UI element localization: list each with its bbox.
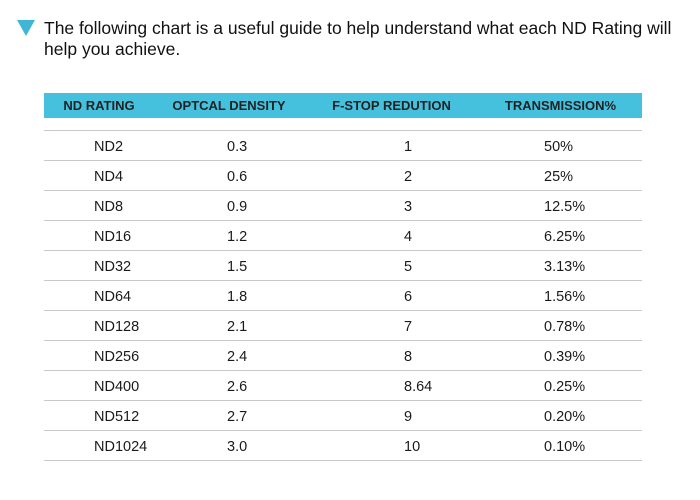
table-spacer-row: [44, 118, 642, 131]
table-row: [44, 371, 642, 401]
cell-nd-rating: ND16: [94, 229, 132, 245]
cell-optical-density: 0.6: [227, 169, 248, 185]
table-row: [44, 341, 642, 371]
cell-fstop-reduction: 5: [404, 259, 413, 275]
cell-transmission: 1.56%: [544, 289, 586, 305]
nd-rating-table-container: [44, 93, 642, 461]
cell-optical-density: 1.8: [227, 289, 248, 305]
cell-transmission: 0.10%: [544, 439, 586, 455]
table-row: [44, 431, 642, 461]
cell-optical-density: 2.7: [227, 409, 248, 425]
cell-optical-density: 3.0: [227, 439, 248, 455]
table-row: [44, 401, 642, 431]
cell-nd-rating: ND4: [94, 169, 124, 185]
cell-nd-rating: ND400: [94, 379, 140, 395]
table-row: [44, 311, 642, 341]
cell-optical-density: 0.3: [227, 139, 248, 155]
cell-nd-rating: ND1024: [94, 439, 148, 455]
table-row: [44, 251, 642, 281]
cell-fstop-reduction: 10: [404, 439, 421, 455]
header-fstop-reduction: F-STOP REDUTION: [332, 98, 451, 113]
cell-transmission: 6.25%: [544, 229, 586, 245]
cell-nd-rating: ND256: [94, 349, 140, 365]
cell-transmission: 0.39%: [544, 349, 586, 365]
cell-fstop-reduction: 4: [404, 229, 413, 245]
table-row: [44, 281, 642, 311]
table-row: [44, 191, 642, 221]
header-transmission: TRANSMISSION%: [504, 98, 617, 113]
cell-fstop-reduction: 8: [404, 349, 413, 365]
cell-optical-density: 2.1: [227, 319, 248, 335]
table-header-row: [44, 93, 642, 118]
cell-transmission: 0.78%: [544, 319, 586, 335]
cell-optical-density: 2.4: [227, 349, 248, 365]
cell-fstop-reduction: 6: [404, 289, 413, 305]
header-nd-rating: ND RATING: [63, 98, 135, 113]
cell-transmission: 25%: [544, 169, 574, 185]
cell-fstop-reduction: 3: [404, 199, 413, 215]
cell-fstop-reduction: 1: [404, 139, 413, 155]
cell-fstop-reduction: 8.64: [404, 379, 433, 395]
cell-optical-density: 0.9: [227, 199, 248, 215]
cell-transmission: 3.13%: [544, 259, 586, 275]
triangle-down-icon: [16, 19, 36, 37]
table-row: [44, 221, 642, 251]
cell-optical-density: 1.5: [227, 259, 248, 275]
header-optical-density: OPTCAL DENSITY: [172, 98, 286, 113]
nd-rating-table: [44, 93, 642, 461]
cell-transmission: 0.20%: [544, 409, 586, 425]
table-row: [44, 131, 642, 161]
cell-transmission: 0.25%: [544, 379, 586, 395]
cell-transmission: 12.5%: [544, 199, 586, 215]
cell-fstop-reduction: 2: [404, 169, 413, 185]
cell-fstop-reduction: 9: [404, 409, 413, 425]
cell-nd-rating: ND512: [94, 409, 140, 425]
table-row: [44, 161, 642, 191]
cell-transmission: 50%: [544, 139, 574, 155]
intro-paragraph: [16, 18, 688, 60]
cell-optical-density: 2.6: [227, 379, 248, 395]
cell-nd-rating: ND64: [94, 289, 132, 305]
cell-fstop-reduction: 7: [404, 319, 413, 335]
cell-optical-density: 1.2: [227, 229, 248, 245]
cell-nd-rating: ND8: [94, 199, 124, 215]
cell-nd-rating: ND128: [94, 319, 140, 335]
intro-text: The following chart is a useful guide to help understand what each ND Rating will help you achieve.: [44, 18, 672, 59]
cell-nd-rating: ND2: [94, 139, 124, 155]
cell-nd-rating: ND32: [94, 259, 132, 275]
